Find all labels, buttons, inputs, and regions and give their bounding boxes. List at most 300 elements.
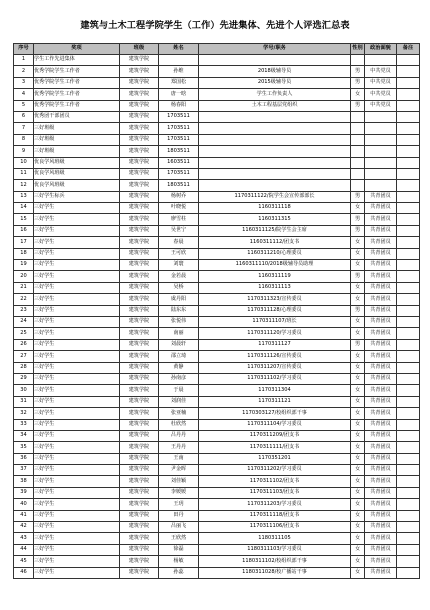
cell-name: 孙维: [159, 66, 199, 77]
cell-note: [397, 203, 420, 214]
cell-project: 优良学风班级: [34, 180, 120, 191]
cell-class: 建筑学院: [120, 168, 159, 179]
cell-name: 田丹: [159, 510, 199, 521]
cell-no: 23: [14, 305, 34, 316]
cell-name: 叶晓悦: [159, 203, 199, 214]
cell-class: 建筑学院: [120, 510, 159, 521]
cell-class: 建筑学院: [120, 328, 159, 339]
cell-political: 共青团员: [365, 191, 397, 202]
cell-no: 22: [14, 294, 34, 305]
cell-id-post: [199, 111, 351, 122]
cell-gender: [351, 180, 365, 191]
cell-project: 优良学风班级: [34, 157, 120, 168]
cell-gender: 女: [351, 430, 365, 441]
table-body: [14, 55, 420, 579]
cell-id-post: 1170311106/团支书: [199, 522, 351, 533]
cell-id-post: 1160311113: [199, 282, 351, 293]
cell-no: 15: [14, 214, 34, 225]
cell-no: 29: [14, 373, 34, 384]
cell-political: 共青团员: [365, 294, 397, 305]
cell-name: 1703511: [159, 123, 199, 134]
cell-class: 建筑学院: [120, 111, 159, 122]
cell-no: 26: [14, 339, 34, 350]
cell-gender: 女: [351, 499, 365, 510]
table-row: [14, 453, 420, 464]
cell-project: 三好学生: [34, 465, 120, 476]
cell-no: 17: [14, 237, 34, 248]
cell-name: 杨树乔: [159, 191, 199, 202]
cell-political: [365, 134, 397, 145]
cell-name: 王欣然: [159, 533, 199, 544]
cell-id-post: 1170311104/学习委员: [199, 419, 351, 430]
cell-class: 建筑学院: [120, 487, 159, 498]
cell-name: 虞丹阳: [159, 294, 199, 305]
cell-name: 王丹丹: [159, 442, 199, 453]
cell-note: [397, 362, 420, 373]
table-row: [14, 168, 420, 179]
cell-political: 中共党员: [365, 77, 397, 88]
table-row: [14, 351, 420, 362]
table-row: [14, 100, 420, 111]
table-row: [14, 533, 420, 544]
table-row: [14, 305, 420, 316]
cell-class: 建筑学院: [120, 203, 159, 214]
cell-note: [397, 134, 420, 145]
cell-no: 42: [14, 522, 34, 533]
cell-name: 刘润佳: [159, 396, 199, 407]
cell-political: 共青团员: [365, 487, 397, 498]
cell-no: 44: [14, 544, 34, 555]
cell-gender: 男: [351, 191, 365, 202]
cell-class: 建筑学院: [120, 260, 159, 271]
cell-id-post: 1170311102/团支书: [199, 476, 351, 487]
cell-project: 三好学生: [34, 328, 120, 339]
cell-political: 共青团员: [365, 203, 397, 214]
cell-name: 邵立琦: [159, 351, 199, 362]
cell-id-post: 1170311120/学习委员: [199, 328, 351, 339]
table-row: [14, 499, 420, 510]
cell-no: 34: [14, 430, 34, 441]
cell-name: 春晨: [159, 237, 199, 248]
cell-political: 共青团员: [365, 214, 397, 225]
cell-note: [397, 123, 420, 134]
cell-note: [397, 157, 420, 168]
table-row: [14, 362, 420, 373]
cell-gender: 女: [351, 282, 365, 293]
cell-no: 3: [14, 77, 34, 88]
table-row: [14, 419, 420, 430]
cell-project: 优良学风班级: [34, 168, 120, 179]
cell-note: [397, 465, 420, 476]
cell-class: 建筑学院: [120, 237, 159, 248]
cell-no: 36: [14, 453, 34, 464]
table-row: [14, 180, 420, 191]
cell-class: 建筑学院: [120, 522, 159, 533]
cell-no: 16: [14, 225, 34, 236]
table-row: [14, 271, 420, 282]
cell-project: 三好班级: [34, 134, 120, 145]
cell-political: 共青团员: [365, 271, 397, 282]
cell-political: 共青团员: [365, 522, 397, 533]
cell-name: 刘晨轩: [159, 339, 199, 350]
cell-political: 共青团员: [365, 408, 397, 419]
cell-no: 19: [14, 260, 34, 271]
cell-political: [365, 111, 397, 122]
table-row: [14, 430, 420, 441]
cell-id-post: 1170311304: [199, 385, 351, 396]
cell-note: [397, 282, 420, 293]
cell-project: 三好班级: [34, 146, 120, 157]
cell-no: 31: [14, 396, 34, 407]
header-political: 政治面貌: [365, 44, 397, 55]
cell-project: 三好学生: [34, 351, 120, 362]
cell-political: [365, 146, 397, 157]
cell-id-post: [199, 55, 351, 66]
cell-project: 三好学生: [34, 476, 120, 487]
cell-political: [365, 180, 397, 191]
cell-political: 共青团员: [365, 442, 397, 453]
cell-gender: [351, 55, 365, 66]
cell-id-post: 1160311112/团支书: [199, 237, 351, 248]
cell-note: [397, 271, 420, 282]
cell-project: 优秀学院学生工作者: [34, 77, 120, 88]
table-row: [14, 237, 420, 248]
cell-id-post: 1170311121: [199, 396, 351, 407]
cell-political: 共青团员: [365, 237, 397, 248]
cell-gender: 女: [351, 465, 365, 476]
cell-class: 建筑学院: [120, 556, 159, 567]
cell-project: 三好学生: [34, 408, 120, 419]
cell-no: 45: [14, 556, 34, 567]
cell-class: 建筑学院: [120, 89, 159, 100]
cell-political: 共青团员: [365, 385, 397, 396]
cell-political: [365, 157, 397, 168]
cell-gender: 男: [351, 225, 365, 236]
table-row: [14, 339, 420, 350]
cell-project: 三好学生: [34, 430, 120, 441]
cell-name: 杨敏: [159, 556, 199, 567]
cell-project: 三好学生: [34, 248, 120, 259]
cell-gender: 女: [351, 316, 365, 327]
cell-project: 三好学生: [34, 419, 120, 430]
cell-id-post: 1170311111/团支书: [199, 442, 351, 453]
cell-project: 三好学生: [34, 522, 120, 533]
cell-political: 共青团员: [365, 373, 397, 384]
cell-id-post: 1170311323/宣传委员: [199, 294, 351, 305]
cell-project: 三好学生: [34, 225, 120, 236]
cell-class: 建筑学院: [120, 305, 159, 316]
cell-note: [397, 533, 420, 544]
cell-note: [397, 567, 420, 578]
cell-class: 建筑学院: [120, 430, 159, 441]
cell-name: 南丽: [159, 328, 199, 339]
table-row: [14, 77, 420, 88]
cell-political: 共青团员: [365, 476, 397, 487]
cell-note: [397, 316, 420, 327]
cell-class: 建筑学院: [120, 385, 159, 396]
cell-class: 建筑学院: [120, 408, 159, 419]
table-row: [14, 316, 420, 327]
header-no: 序号: [14, 44, 34, 55]
cell-name: 廖雪柱: [159, 214, 199, 225]
cell-no: 7: [14, 123, 34, 134]
cell-id-post: 1170351201: [199, 453, 351, 464]
cell-no: 13: [14, 191, 34, 202]
cell-no: 18: [14, 248, 34, 259]
cell-id-post: 1170311103/团支书: [199, 487, 351, 498]
table-header-row: [14, 44, 420, 55]
cell-id-post: 1160311210/心理委员: [199, 248, 351, 259]
cell-gender: [351, 146, 365, 157]
cell-note: [397, 373, 420, 384]
cell-gender: 男: [351, 339, 365, 350]
cell-political: 中共党员: [365, 100, 397, 111]
cell-note: [397, 556, 420, 567]
cell-note: [397, 66, 420, 77]
cell-political: 共青团员: [365, 282, 397, 293]
header-class: 班级: [120, 44, 159, 55]
cell-gender: 女: [351, 362, 365, 373]
cell-note: [397, 100, 420, 111]
cell-class: 建筑学院: [120, 442, 159, 453]
cell-gender: 女: [351, 351, 365, 362]
cell-no: 4: [14, 89, 34, 100]
cell-name: 1703511: [159, 111, 199, 122]
cell-project: 三好学生: [34, 316, 120, 327]
cell-name: 孙南彦: [159, 373, 199, 384]
cell-political: 共青团员: [365, 465, 397, 476]
cell-note: [397, 180, 420, 191]
cell-id-post: 土木工程基层党组织: [199, 100, 351, 111]
cell-gender: 男: [351, 214, 365, 225]
cell-id-post: 1170311126/宣传委员: [199, 351, 351, 362]
table-row: [14, 544, 420, 555]
cell-class: 建筑学院: [120, 351, 159, 362]
table-row: [14, 385, 420, 396]
cell-gender: 女: [351, 567, 365, 578]
cell-project: 三好学生: [34, 510, 120, 521]
cell-project: 优秀学院学生工作者: [34, 66, 120, 77]
cell-class: 建筑学院: [120, 180, 159, 191]
cell-political: 共青团员: [365, 328, 397, 339]
cell-note: [397, 294, 420, 305]
cell-project: 三好学生: [34, 453, 120, 464]
cell-gender: 女: [351, 522, 365, 533]
cell-gender: 女: [351, 260, 365, 271]
cell-id-post: 1170311102/学习委员: [199, 373, 351, 384]
table-row: [14, 89, 420, 100]
cell-no: 12: [14, 180, 34, 191]
table-row: [14, 476, 420, 487]
cell-political: 共青团员: [365, 567, 397, 578]
cell-political: 共青团员: [365, 544, 397, 555]
cell-class: 建筑学院: [120, 214, 159, 225]
cell-political: 共青团员: [365, 260, 397, 271]
cell-gender: 女: [351, 248, 365, 259]
cell-gender: 女: [351, 533, 365, 544]
cell-gender: 女: [351, 544, 365, 555]
cell-gender: 女: [351, 328, 365, 339]
cell-project: 三好学生: [34, 487, 120, 498]
cell-project: 优秀学院学生工作者: [34, 89, 120, 100]
cell-note: [397, 111, 420, 122]
cell-gender: 女: [351, 487, 365, 498]
cell-no: 21: [14, 282, 34, 293]
cell-project: 三好学生: [34, 567, 120, 578]
cell-project: 三好学生: [34, 396, 120, 407]
table-row: [14, 55, 420, 66]
cell-project: 三好学生标兵: [34, 191, 120, 202]
cell-gender: [351, 134, 365, 145]
cell-no: 14: [14, 203, 34, 214]
cell-project: 三好学生: [34, 385, 120, 396]
cell-project: 三好学生: [34, 442, 120, 453]
header-name: 姓名: [159, 44, 199, 55]
cell-political: 共青团员: [365, 499, 397, 510]
cell-no: 33: [14, 419, 34, 430]
cell-id-post: 1180311102/校组织部干事: [199, 556, 351, 567]
cell-class: 建筑学院: [120, 100, 159, 111]
cell-gender: 男: [351, 66, 365, 77]
cell-name: 1603511: [159, 157, 199, 168]
cell-gender: 女: [351, 510, 365, 521]
cell-note: [397, 419, 420, 430]
cell-gender: 女: [351, 237, 365, 248]
cell-id-post: 1170311107/班长: [199, 316, 351, 327]
cell-class: 建筑学院: [120, 396, 159, 407]
table-row: [14, 465, 420, 476]
cell-political: 共青团员: [365, 510, 397, 521]
cell-political: 共青团员: [365, 362, 397, 373]
table-row: [14, 567, 420, 578]
cell-name: [159, 55, 199, 66]
cell-no: 1: [14, 55, 34, 66]
cell-note: [397, 248, 420, 259]
cell-name: 于晨: [159, 385, 199, 396]
table-row: [14, 260, 420, 271]
cell-no: 9: [14, 146, 34, 157]
cell-no: 40: [14, 499, 34, 510]
cell-project: 优秀学院学生工作者: [34, 100, 120, 111]
table-row: [14, 328, 420, 339]
cell-gender: [351, 123, 365, 134]
cell-project: 三好学生: [34, 544, 120, 555]
cell-id-post: 1170303127/校组织部干事: [199, 408, 351, 419]
cell-id-post: 1170311202/学习委员: [199, 465, 351, 476]
cell-political: 共青团员: [365, 248, 397, 259]
cell-id-post: 学生工作负责人: [199, 89, 351, 100]
cell-project: 三好学生: [34, 214, 120, 225]
cell-note: [397, 487, 420, 498]
table-row: [14, 146, 420, 157]
cell-project: 三好学生: [34, 556, 120, 567]
cell-class: 建筑学院: [120, 134, 159, 145]
cell-class: 建筑学院: [120, 499, 159, 510]
cell-id-post: [199, 157, 351, 168]
cell-class: 建筑学院: [120, 533, 159, 544]
cell-no: 37: [14, 465, 34, 476]
cell-name: 吕丹丹: [159, 430, 199, 441]
table-row: [14, 191, 420, 202]
cell-note: [397, 191, 420, 202]
table-row: [14, 214, 420, 225]
cell-note: [397, 544, 420, 555]
table-row: [14, 487, 420, 498]
cell-name: 张悦伟: [159, 316, 199, 327]
cell-no: 27: [14, 351, 34, 362]
cell-project: 三好学生: [34, 362, 120, 373]
cell-note: [397, 89, 420, 100]
cell-name: 刘寰: [159, 260, 199, 271]
cell-gender: [351, 157, 365, 168]
cell-class: 建筑学院: [120, 419, 159, 430]
cell-id-post: 1170311203/学习委员: [199, 499, 351, 510]
cell-id-post: [199, 180, 351, 191]
cell-name: 吴世宁: [159, 225, 199, 236]
cell-project: 三好班级: [34, 123, 120, 134]
cell-class: 建筑学院: [120, 225, 159, 236]
cell-class: 建筑学院: [120, 248, 159, 259]
cell-class: 建筑学院: [120, 544, 159, 555]
cell-no: 8: [14, 134, 34, 145]
cell-political: 共青团员: [365, 351, 397, 362]
cell-id-post: 1170311207/宣传委员: [199, 362, 351, 373]
cell-note: [397, 396, 420, 407]
table-row: [14, 134, 420, 145]
cell-id-post: 1180311105: [199, 533, 351, 544]
cell-id-post: [199, 168, 351, 179]
header-project: 奖项: [34, 44, 120, 55]
table-row: [14, 408, 420, 419]
cell-class: 建筑学院: [120, 362, 159, 373]
cell-class: 建筑学院: [120, 282, 159, 293]
cell-political: 共青团员: [365, 556, 397, 567]
cell-gender: 女: [351, 385, 365, 396]
cell-class: 建筑学院: [120, 123, 159, 134]
cell-name: 孙蕊: [159, 567, 199, 578]
cell-note: [397, 237, 420, 248]
cell-project: 优秀团干部团员: [34, 111, 120, 122]
cell-id-post: 1160311125/院学生会主席: [199, 225, 351, 236]
cell-no: 46: [14, 567, 34, 578]
cell-name: 1703511: [159, 134, 199, 145]
table-row: [14, 396, 420, 407]
cell-gender: [351, 111, 365, 122]
cell-no: 20: [14, 271, 34, 282]
cell-project: 三好学生: [34, 499, 120, 510]
cell-note: [397, 328, 420, 339]
cell-political: 共青团员: [365, 225, 397, 236]
cell-note: [397, 510, 420, 521]
cell-id-post: [199, 146, 351, 157]
cell-gender: 男: [351, 77, 365, 88]
cell-class: 建筑学院: [120, 316, 159, 327]
cell-gender: 男: [351, 271, 365, 282]
cell-class: 建筑学院: [120, 567, 159, 578]
cell-name: 张亚楠: [159, 408, 199, 419]
cell-class: 建筑学院: [120, 476, 159, 487]
cell-political: 共青团员: [365, 396, 397, 407]
cell-name: 1803511: [159, 180, 199, 191]
cell-class: 建筑学院: [120, 146, 159, 157]
cell-gender: 男: [351, 305, 365, 316]
table-row: [14, 66, 420, 77]
cell-gender: 女: [351, 294, 365, 305]
cell-note: [397, 214, 420, 225]
cell-note: [397, 77, 420, 88]
cell-note: [397, 442, 420, 453]
cell-project: 三好学生: [34, 260, 120, 271]
